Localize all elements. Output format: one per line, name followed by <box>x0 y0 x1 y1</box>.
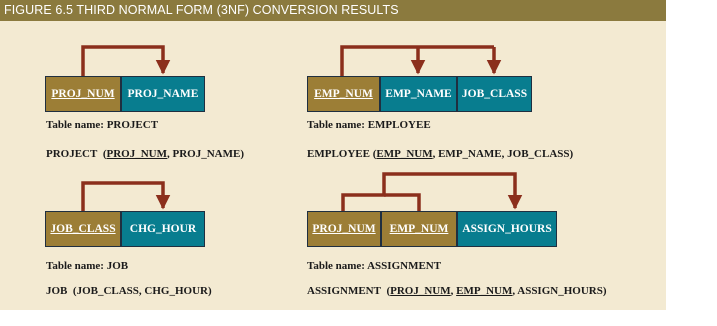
attr-chg-hour: CHG_HOUR <box>121 211 205 247</box>
attr-proj-num: PROJ_NUM <box>45 76 121 112</box>
project-dependency-arrow <box>83 47 163 76</box>
job-schema: JOB (JOB_CLASS, CHG_HOUR) <box>46 285 212 297</box>
attr-job-class: JOB_CLASS <box>457 76 532 112</box>
assignment-schema: ASSIGNMENT (PROJ_NUM, EMP_NUM, ASSIGN_HOURS) <box>307 285 607 297</box>
attr-proj-name: PROJ_NAME <box>121 76 205 112</box>
attr-emp-num: EMP_NUM <box>307 76 380 112</box>
attr-assign-hours: ASSIGN_HOURS <box>457 211 557 247</box>
assignment-dependency-arrow <box>343 174 515 211</box>
project-schema: PROJECT (PROJ_NUM, PROJ_NAME) <box>46 148 245 160</box>
employee-table-label: Table name: EMPLOYEE <box>307 119 431 131</box>
attr-assign-emp-num: EMP_NUM <box>381 211 457 247</box>
job-table-label: Table name: JOB <box>46 260 129 272</box>
assignment-table-label: Table name: ASSIGNMENT <box>307 260 442 272</box>
attr-emp-name: EMP_NAME <box>380 76 457 112</box>
assignment-emp-num-line <box>384 195 419 211</box>
project-table-label: Table name: PROJECT <box>46 119 159 131</box>
job-dependency-arrow <box>83 183 163 211</box>
figure-title: FIGURE 6.5 THIRD NORMAL FORM (3NF) CONVERSION RESULTS <box>4 3 399 17</box>
employee-schema: EMPLOYEE (EMP_NUM, EMP_NAME, JOB_CLASS) <box>307 148 574 160</box>
attr-assign-proj-num: PROJ_NUM <box>307 211 381 247</box>
attr-job-class-key: JOB_CLASS <box>45 211 121 247</box>
